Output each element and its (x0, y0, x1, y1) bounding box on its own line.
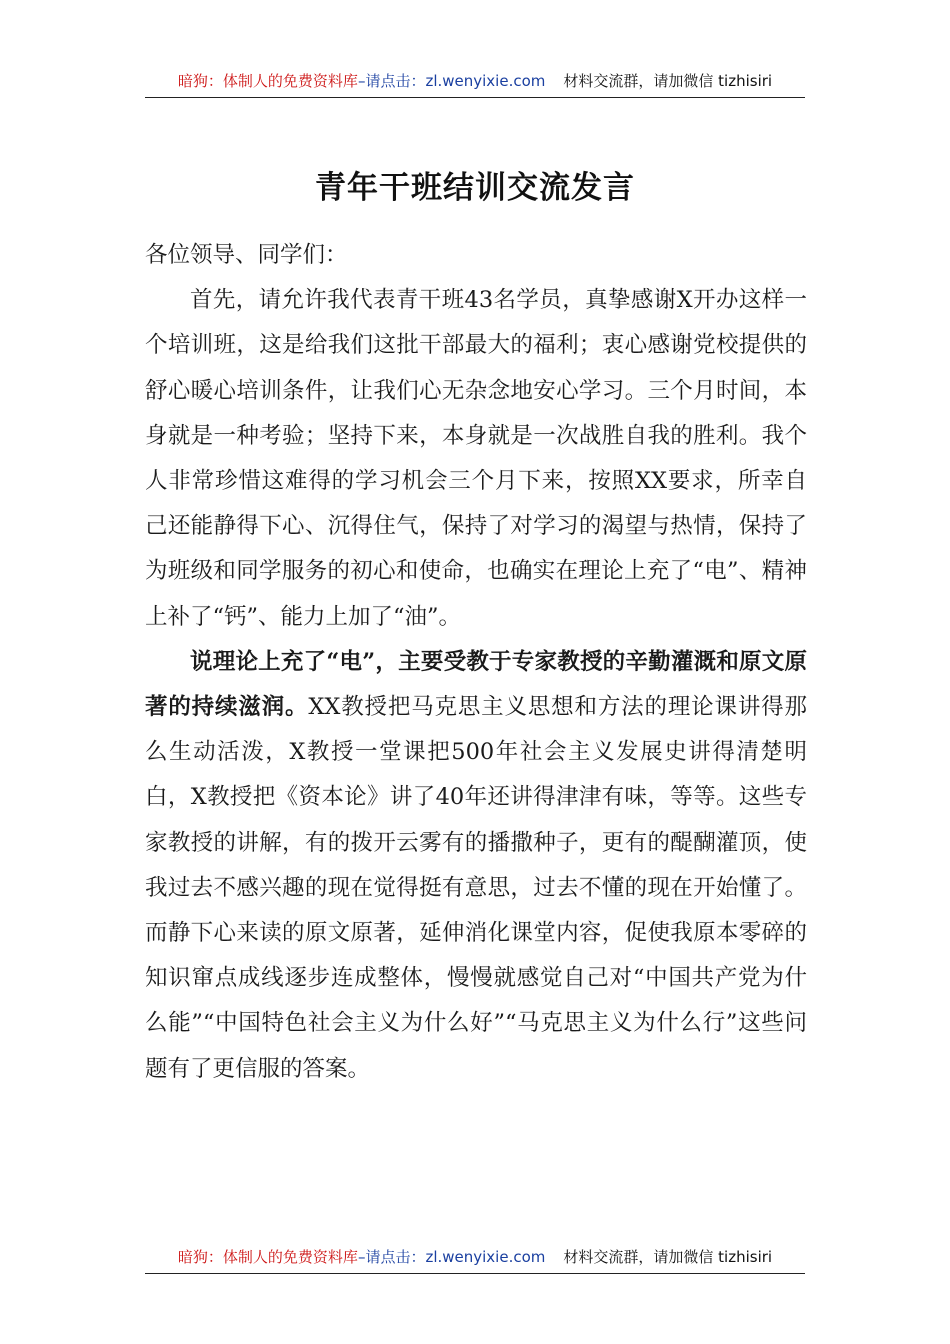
footer-banner (145, 1240, 805, 1274)
footer-wechat-text: 材料交流群，请加微信 tizhisiri (563, 1248, 773, 1266)
footer-click-text: –请点击： (357, 1248, 426, 1266)
header-banner (145, 64, 805, 98)
footer-brand-text: 暗狗：体制人的免费资料库 (177, 1248, 358, 1266)
banner-url-link[interactable]: zl.wenyixie.com (425, 71, 546, 90)
document-body (145, 233, 807, 1092)
document-title: 青年干班结训交流发言 (315, 170, 635, 206)
greeting-line: 各位领导、同学们： (145, 242, 348, 268)
paragraph-2 (145, 640, 807, 1092)
banner-click-text: –请点击： (357, 72, 426, 90)
paragraph-1: 首先，请允许我代表青干班43名学员，真挚感谢X开办这样一个培训班，这是给我们这批干部最大的福利；衷心感谢党校提供的舒心暖心培训条件，让我们心无杂念地安心学习。三个月时间，本身就是一种考验；坚持下来，本身就是一次战胜自我的胜利。我个人非常珍惜这难得的学习机会三个月下来，按照XX要求，所幸自己还能静得下心、沉得住气，保持了对学习的渴望与热情，保持了为班级和同学服务的初心和使命，也确实在理论上充了“电”、精神上补了“钙”、能力上加了“油”。 (145, 287, 807, 630)
banner-wechat-text: 材料交流群，请加微信 tizhisiri (563, 72, 773, 90)
paragraph-2-lead: 说理论上充了“电”，主要受教于专家教授的辛勤灌溉和原文原著的持续滋润。 (145, 648, 807, 721)
banner-brand-text: 暗狗：体制人的免费资料库 (177, 72, 358, 90)
footer-url-link[interactable]: zl.wenyixie.com (425, 1247, 546, 1266)
paragraph-2-body: XX教授把马克思主义思想和方法的理论课讲得那么生动活泼，X教授一堂课把500年社会主义发展史讲得清楚明白，X教授把《资本论》讲了40年还讲得津津有味，等等。这些专家教授的讲解，有的拨开云雾有的播撒种子，更有的醍醐灌顶，使我过去不感兴趣的现在觉得挺有意思，过去不懂的现在开始懂了。而静下心来读的原文原著，延伸消化课堂内容，促使我原本零碎的知识窜点成线逐步连成整体，慢慢就感觉自己对“中国共产党为什么能”“中国特色社会主义为什么好”“马克思主义为什么行”这些问题有了更信服的答案。 (145, 694, 807, 1082)
